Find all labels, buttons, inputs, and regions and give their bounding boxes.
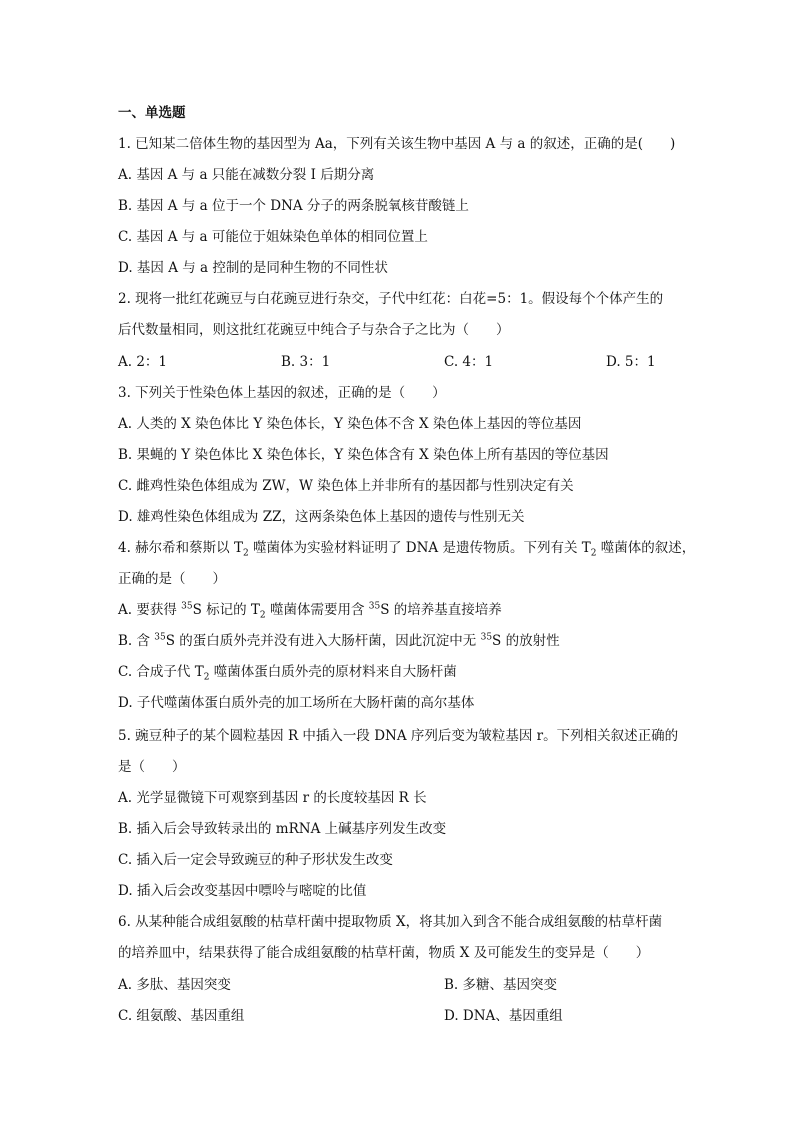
subscript-2: 2 xyxy=(242,548,249,559)
q4-stem-part: 噬菌体的叙述， xyxy=(596,540,696,556)
q5-option-b: B. 插入后会导致转录出的 mRNA 上碱基序列发生改变 xyxy=(118,821,447,837)
q5-option-d: D. 插入后会改变基因中嘌呤与嘧啶的比值 xyxy=(118,883,367,899)
q4-c-part: 噬菌体蛋白质外壳的原材料来自大肠杆菌 xyxy=(209,664,457,680)
q3-option-b: B. 果蝇的 Y 染色体比 X 染色体长，Y 染色体含有 X 染色体上所有基因的等位基因 xyxy=(118,447,609,463)
q5-option-a: A. 光学显微镜下可观察到基因 r 的长度较基因 R 长 xyxy=(118,790,427,806)
q4-b-part: S 的放射性 xyxy=(492,633,560,649)
q5-stem-line2: 是（ ） xyxy=(118,759,186,775)
superscript-35: 35 xyxy=(368,601,381,612)
q3-option-c: C. 雌鸡性染色体组成为 ZW，W 染色体上并非所有的基因都与性别决定有关 xyxy=(118,478,574,494)
q3-option-d: D. 雄鸡性染色体组成为 ZZ，这两条染色体上基因的遗传与性别无关 xyxy=(118,509,525,525)
q4-option-a xyxy=(118,601,502,619)
q2-option-c: C. 4：1 xyxy=(444,354,494,370)
subscript-2: 2 xyxy=(259,610,266,621)
q3-stem: 3. 下列关于性染色体上基因的叙述，正确的是（ ） xyxy=(118,385,446,401)
subscript-2: 2 xyxy=(203,672,210,683)
q1-stem: 1. 已知某二倍体生物的基因型为 Aa，下列有关该生物中基因 A 与 a 的叙述，正确的是( ) xyxy=(118,136,676,152)
q4-option-d: D. 子代噬菌体蛋白质外壳的加工场所在大肠杆菌的高尔基体 xyxy=(118,695,475,711)
q4-a-part: S 的培养基直接培养 xyxy=(380,602,502,618)
subscript-2: 2 xyxy=(590,548,597,559)
section-title: 一、单选题 xyxy=(118,105,186,121)
q5-stem-line1: 5. 豌豆种子的某个圆粒基因 R 中插入一段 DNA 序列后变为皱粒基因 r。下列相关叙述正确的 xyxy=(118,728,679,744)
q5-option-c: C. 插入后一定会导致豌豆的种子形状发生改变 xyxy=(118,852,393,868)
q4-a-part: S 标记的 T xyxy=(192,602,260,618)
q3-option-a: A. 人类的 X 染色体比 Y 染色体长，Y 染色体不含 X 染色体上基因的等位基因 xyxy=(118,416,582,432)
q4-stem-line2: 正确的是（ ） xyxy=(118,571,226,587)
q6-option-d: D. DNA、基因重组 xyxy=(444,1008,563,1024)
superscript-35: 35 xyxy=(480,632,493,643)
q1-option-d: D. 基因 A 与 a 控制的是同种生物的不同性状 xyxy=(118,260,388,276)
q4-stem-line1 xyxy=(118,539,695,557)
q6-option-b: B. 多糖、基因突变 xyxy=(444,977,558,993)
q6-option-a: A. 多肽、基因突变 xyxy=(118,977,231,993)
q1-option-b: B. 基因 A 与 a 位于一个 DNA 分子的两条脱氧核苷酸链上 xyxy=(118,198,469,214)
q4-option-b xyxy=(118,632,560,650)
q6-stem-line2: 的培养皿中，结果获得了能合成组氨酸的枯草杆菌，物质 X 及可能发生的变异是（ ） xyxy=(118,945,650,961)
q6-stem-line1: 6. 从某种能合成组氨酸的枯草杆菌中提取物质 X，将其加入到含不能合成组氨酸的枯草杆菌 xyxy=(118,914,663,930)
q4-a-part: 噬菌体需要用含 xyxy=(265,602,369,618)
q4-c-part: C. 合成子代 T xyxy=(118,664,204,680)
q4-b-part: S 的蛋白质外壳并没有进入大肠杆菌，因此沉淀中无 xyxy=(165,633,481,649)
q4-stem-part: 噬菌体为实验材料证明了 DNA 是遗传物质。下列有关 T xyxy=(248,540,591,556)
q2-stem-line2: 后代数量相同，则这批红花豌豆中纯合子与杂合子之比为（ ） xyxy=(118,322,510,338)
q4-stem-part: 4. 赫尔希和蔡斯以 T xyxy=(118,540,243,556)
q2-option-a: A. 2：1 xyxy=(118,354,168,370)
superscript-35: 35 xyxy=(154,632,166,643)
q1-option-c: C. 基因 A 与 a 可能位于姐妹染色单体的相同位置上 xyxy=(118,229,428,245)
q6-option-c: C. 组氨酸、基因重组 xyxy=(118,1008,245,1024)
q2-option-d: D. 5：1 xyxy=(606,354,656,370)
q2-stem-line1: 2. 现将一批红花豌豆与白花豌豆进行杂交，子代中红花：白花=5：1。假设每个个体产生的 xyxy=(118,291,664,307)
q1-option-a: A. 基因 A 与 a 只能在减数分裂 I 后期分离 xyxy=(118,167,375,183)
superscript-35: 35 xyxy=(181,601,193,612)
q4-a-part: A. 要获得 xyxy=(118,602,182,618)
q4-option-c xyxy=(118,663,457,681)
q2-option-b: B. 3：1 xyxy=(281,354,331,370)
q4-b-part: B. 含 xyxy=(118,633,155,649)
